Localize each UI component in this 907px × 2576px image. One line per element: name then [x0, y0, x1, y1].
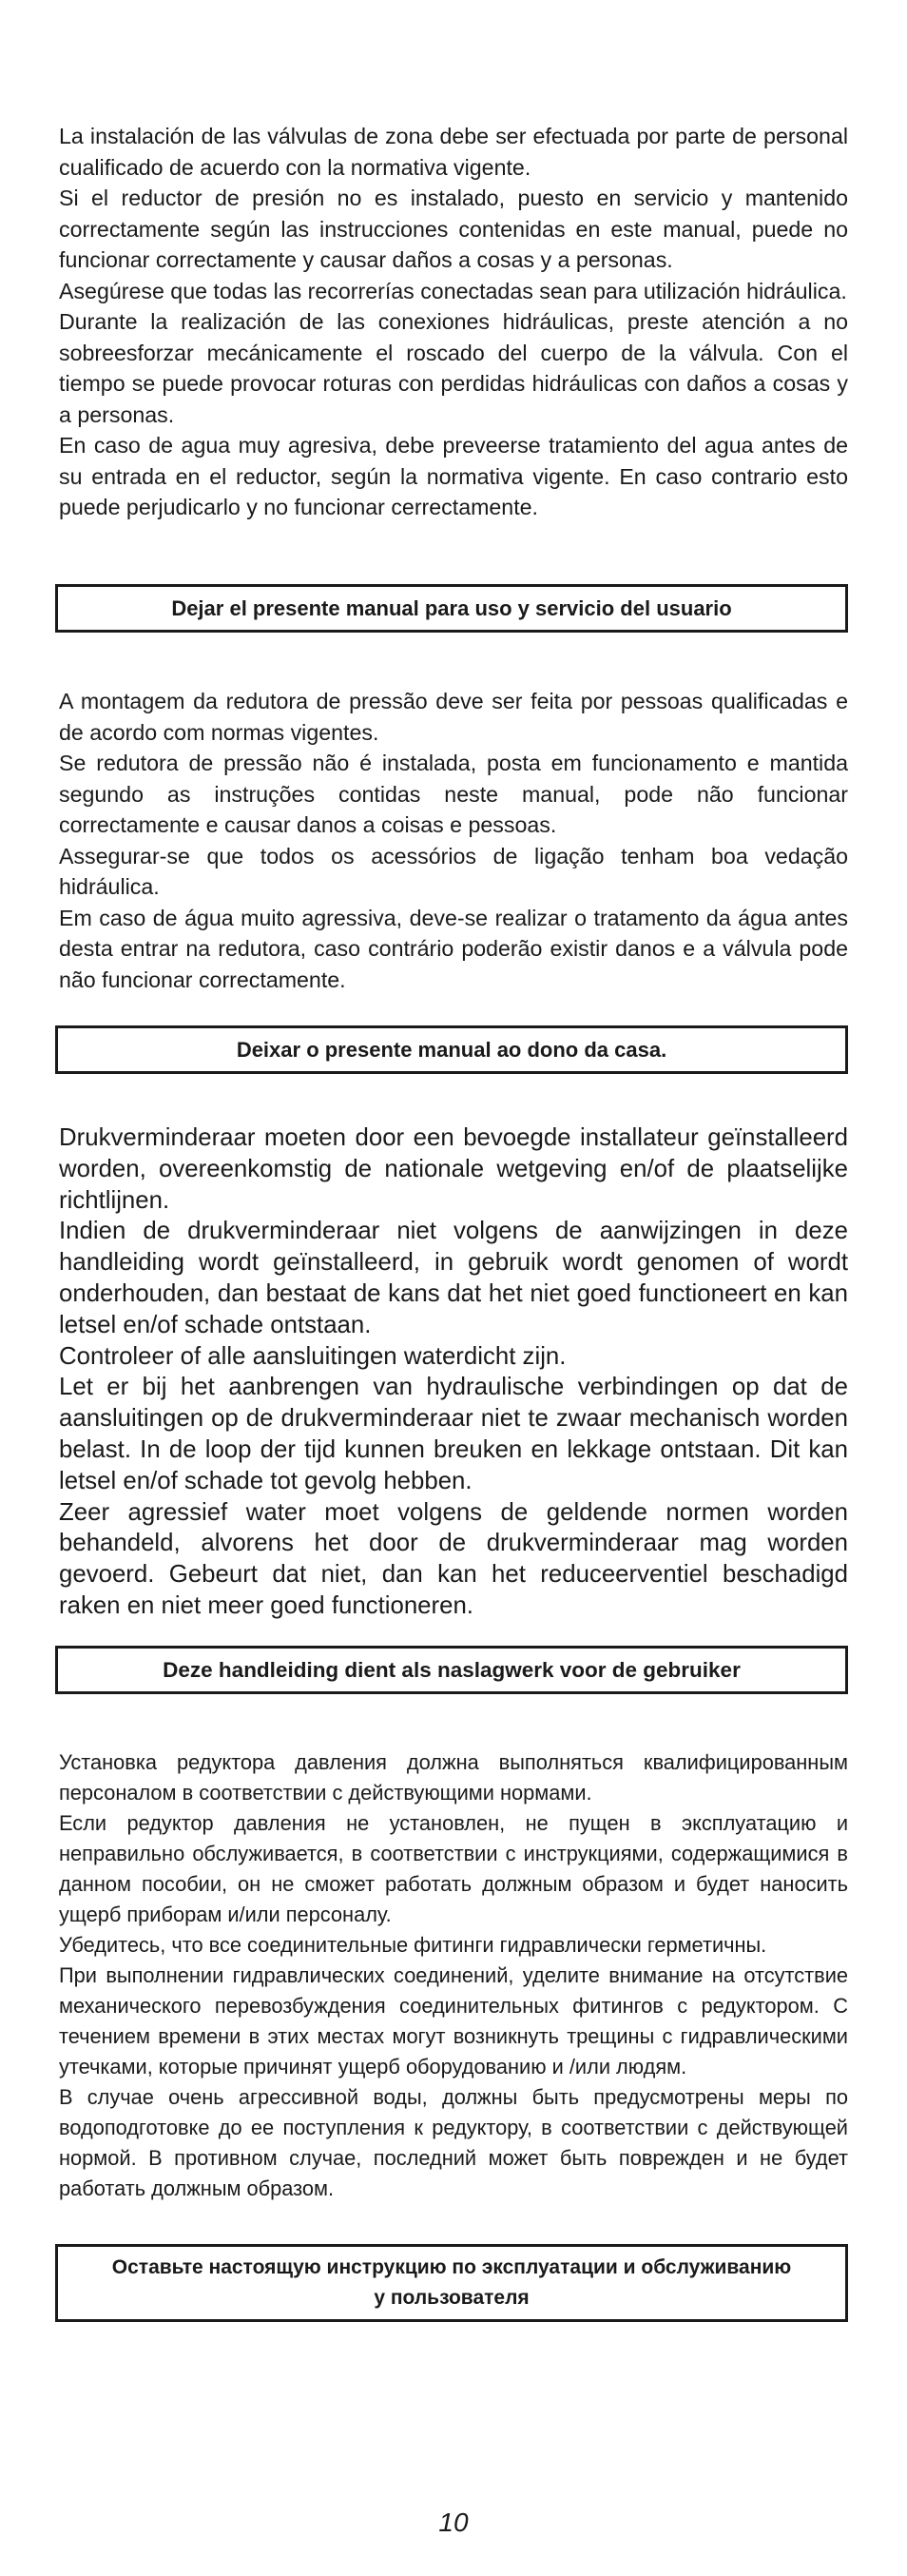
portuguese-paragraph: Assegurar-se que todos os acessórios de ligação tenham boa vedação hidráulica. [59, 843, 848, 899]
spanish-section [59, 121, 848, 523]
russian-paragraph: В случае очень агрессивной воды, должны быть предусмотрены меры по водоподготовке до ее поступления к редуктору, в соответствии с действующей нормой. В противном случае, последний может быть поврежден и не будет работать должным образом. [59, 2085, 848, 2200]
portuguese-paragraph: A montagem da redutora de pressão deve ser feita por pessoas qualificadas e de acordo com normas vigentes. [59, 689, 848, 745]
dutch-paragraph: Drukverminderaar moeten door een bevoegde installateur geïnstalleerd worden, overeenkomstig de nationale wetgeving en/of de plaatselijke richtlijnen. [59, 1124, 848, 1214]
russian-paragraph: Убедитесь, что все соединительные фитинги гидравлически герметичны. [59, 1933, 767, 1957]
spanish-notice-box [55, 584, 848, 633]
russian-notice-line-2: у пользователя [374, 2287, 530, 2309]
dutch-paragraph: Controleer of alle aansluitingen waterdicht zijn. [59, 1342, 567, 1370]
dutch-notice-text: Deze handleiding dient als naslagwerk voor de gebruiker [163, 1657, 741, 1682]
russian-paragraph: Установка редуктора давления должна выполняться квалифицированным персоналом в соответствии с действующими нормами. [59, 1750, 848, 1805]
dutch-paragraph: Let er bij het aanbrengen van hydraulische verbindingen op dat de aansluitingen op de drukverminderaar niet te zwaar mechanisch worden belast. In de loop der tijd kunnen breuken en lekkage ontstaan. Dit kan letsel en/of schade tot gevolg hebben. [59, 1374, 848, 1494]
portuguese-section [59, 686, 848, 995]
spanish-paragraph: Asegúrese que todas las recorrerías conectadas sean para utilización hidráulica. [59, 278, 847, 303]
portuguese-paragraph: Em caso de água muito agressiva, deve-se realizar o tratamento da água antes desta entrar na redutora, caso contrário poderão existir danos e a válvula pode não funcionar correctamente. [59, 905, 848, 992]
portuguese-notice-text: Deixar o presente manual ao dono da casa. [236, 1037, 667, 1062]
dutch-paragraph: Indien de drukverminderaar niet volgens de aanwijzingen in deze handleiding wordt geïnstalleerd, in gebruik wordt genomen of wordt onderhouden, dan bestaat de kans dat het niet goed functioneert en kan letsel en/of schade ontstaan. [59, 1218, 848, 1338]
dutch-section [59, 1122, 848, 1622]
russian-section [59, 1747, 848, 2204]
spanish-paragraph: Si el reductor de presión no es instalado, puesto en servicio y mantenido correctamente según las instrucciones contenidas en este manual, puede no funcionar correctamente y causar daños a cosas y a personas. [59, 185, 848, 272]
dutch-paragraph: Zeer agressief water moet volgens de geldende normen worden behandeld, alvorens het door de drukverminderaar mag worden gevoerd. Gebeurt dat niet, dan kan het reduceerventiel beschadigd raken en niet meer goed functioneren. [59, 1498, 848, 1619]
spanish-paragraph: En caso de agua muy agresiva, debe preveerse tratamiento del agua antes de su entrada en el reductor, según la normativa vigente. En caso contrario esto puede perjudicarlo y no funcionar cerrectamente. [59, 433, 848, 519]
portuguese-notice-box [55, 1025, 848, 1074]
spanish-notice-text: Dejar el presente manual para uso y servicio del usuario [171, 595, 732, 620]
spanish-paragraph: Durante la realización de las conexiones hidráulicas, preste atención a no sobreesforzar mecánicamente el roscado del cuerpo de la válvula. Con el tiempo se puede provocar roturas con perdidas hidráulicas con daños a cosas y a personas. [59, 309, 848, 427]
russian-paragraph: Если редуктор давления не установлен, не пущен в эксплуатацию и неправильно обслуживается, в соответствии с инструкциями, содержащимися в данном пособии, он не сможет работать должным образом и будет наносить ущерб приборам и/или персоналу. [59, 1811, 848, 1926]
russian-paragraph: При выполнении гидравлических соединений, уделите внимание на отсутствие механического перевозбуждения соединительных фитингов с редуктором. С течением времени в этих местах могут возникнуть трещины с гидравлическими утечками, которые причинят ущерб оборудованию и /или людям. [59, 1963, 848, 2078]
spanish-paragraph: La instalación de las válvulas de zona debe ser efectuada por parte de personal cualificado de acuerdo con la normativa vigente. [59, 124, 848, 180]
russian-notice-box [55, 2244, 848, 2322]
russian-notice-line-1: Оставьте настоящую инструкцию по эксплуатации и обслуживанию [111, 2256, 792, 2278]
portuguese-paragraph: Se redutora de pressão não é instalada, posta em funcionamento e mantida segundo as instruções contidas neste manual, pode não funcionar correctamente e causar danos a coisas e pessoas. [59, 751, 848, 837]
page-number: 10 [438, 2508, 469, 2537]
dutch-notice-box [55, 1646, 848, 1694]
